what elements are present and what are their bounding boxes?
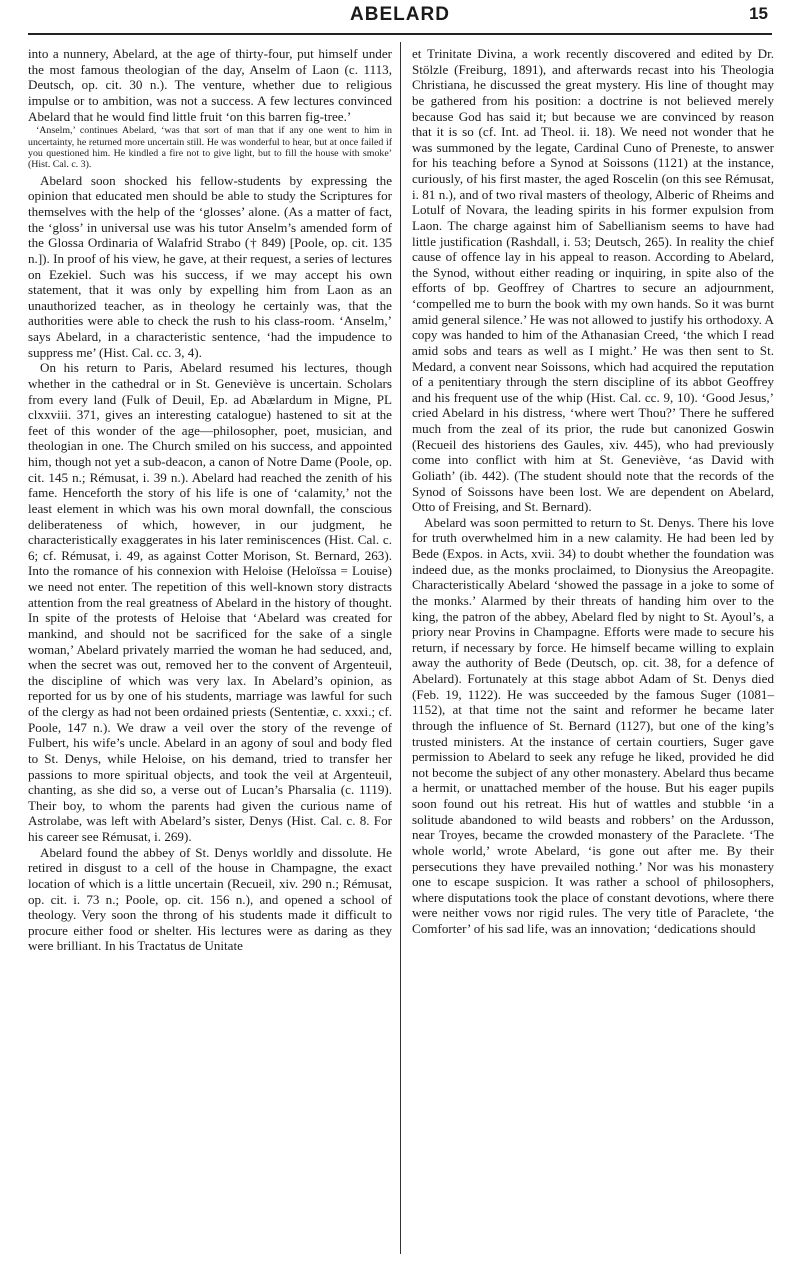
paragraph: into a nunnery, Abelard, at the age of thirty-four, put himself under the most famous theologian of the day, Anselm of Laon (c. 1113, Deutsch, op. cit. 30 n.). The venture, whether due to religious impulse or to ambition, was not a success. A few lectures convinced Abelard that he would find little fruit ‘on this barren fig-tree.’ bbox=[28, 46, 392, 124]
paragraph: et Trinitate Divina, a work recently discovered and edited by Dr. Stölzle (Freiburg, 1891), and afterwards recast into his Theologia Christiana, he discussed the great mystery. His line of thought may be gathered from his position: a doctrine is not believed merely because God has said it; but because we are convinced by reason that it is so (cf. Int. ad Theol. ii. 18). We need not wonder that he was summoned by the legate, Cardinal Cuno of Preneste, to answer for his teaching before a Synod at Soissons (1121) at the instance, curiously, of his first master, the aged Roscelin (on this see Rémusat, i. 81 n.), and of two rival masters of theology, Alberic of Rheims and Lotulf of Novara, the leading spirits in his former expulsion from Laon. The charge against him of Sabellianism seems to have had little justification (Rashdall, i. 53; Deutsch, 265). In reality the chief cause of offence lay in his appeal to reason. According to Abelard, the Synod, without either reading or inquiring, in spite also of the efforts of bp. Geoffrey of Chartres to secure an adjournment, ‘compelled me to burn the book with my own hands. So it was burnt amid general silence.’ He was not allowed to justify his orthodoxy. A copy was handed to him of the Athanasian Creed, ‘the which I read amid sobs and tears as well as I might.’ He was then sent to St. Medard, a convent near Soissons, which had acquired the reputation of a penitentiary through the stern discipline of its abbot Geoffrey and his frequent use of the whip (Hist. Cal. cc. 9, 10). ‘Good Jesus,’ cried Abelard in his distress, ‘where wert Thou?’ There he suffered much from the zeal of its prior, the rude but canonized Goswin (Recueil des historiens des Gaules, xiv. 445), who had previously come into conflict with him at St. Geneviève, ‘as David with Goliath’ (ib. 442). (The student should note that the records of the Synod of Soissons have been lost. We are dependent on Abelard, Otto of Freising, and St. Bernard). bbox=[412, 46, 774, 515]
paragraph: On his return to Paris, Abelard resumed his lectures, though whether in the cathedral or in St. Geneviève is uncertain. Scholars from every land (Fulk of Deuil, Ep. ad Abælardum in Migne, PL clxxviii. 371, gives an interesting catalogue) hastened to sit at the feet of this wonder of the age—philosopher, poet, musician, and theologian in one. The Church smiled on his success, and appointed him, though not yet a sub-deacon, a canon of Notre Dame (Poole, op. cit. 145 n.; Rémusat, i. 39 n.). Abelard had reached the zenith of his fame. Henceforth the story of his life is one of ‘calamity,’ not the least element in which was his own moral downfall, the conscious deliberateness of which, however, in our judgment, he characteristically exaggerates in his later reminiscences (Hist. Cal. c. 6; cf. Rémusat, i. 49, as against Cotter Morison, St. Bernard, 263). Into the romance of his connexion with Heloise (Heloïssa = Louise) we need not enter. The repetition of this well-known story distracts attention from the real greatness of Abelard in the history of thought. In spite of the protests of Heloise that ‘Abelard was created for mankind, and should not be sacrificed for the sake of a single woman,’ Abelard privately married the woman he had seduced, and, when the secret was out, removed her to the convent of Argenteuil, the discipline of which was very lax. In Abelard’s opinion, as reported for us by one of his students, marriage was lawful for such of the clergy as had not been ordained priests (Sententiæ, c. xxxi.; cf. Poole, 147 n.). We draw a veil over the story of the revenge of Fulbert, his wife’s uncle. Abelard in an agony of soul and body fled to St. Denys, while Heloise, on his demand, tried to transfer her passions to more spiritual objects, and took the veil at Argenteuil, chanting, as she did so, a verse out of Lucan’s Pharsalia (c. 1119). Their boy, to whom the parents had given the curious name of Astrolabe, was left with Abelard’s sister, Denys (Hist. Cal. c. 8. For his career see Rémusat, i. 269). bbox=[28, 360, 392, 844]
running-title: ABELARD bbox=[350, 4, 450, 25]
page-header bbox=[28, 0, 772, 34]
right-column bbox=[412, 46, 774, 937]
header-rule bbox=[28, 33, 772, 35]
column-divider bbox=[400, 42, 401, 1254]
paragraph: Abelard was soon permitted to return to St. Denys. There his love for truth overwhelmed him in a new calamity. He had been led by Bede (Expos. in Acts, xvii. 34) to doubt whether the foundation was indeed due, as the monks proclaimed, to Dionysius the Areopagite. Characteristically Abelard ‘showed the passage in a joke to some of the monks.’ Alarmed by their threats of handing him over to the king, the patron of the abbey, Abelard fled by night to St. Ayoul’s, a priory near Provins in Champagne. Efforts were made to secure his return, if necessary by force. He himself became willing to explain away the authority of Bede (Deutsch, op. cit. 38, for a defence of Abelard). Fortunately at this stage abbot Adam of St. Denys died (Feb. 19, 1122). He was succeeded by the famous Suger (1081–1152), at that time not the saint and reformer he became later through the influence of St. Bernard (1127), but one of the king’s trusted ministers. At the instance of certain courtiers, Suger gave permission to Abelard to seek any refuge he liked, provided he did not become the subject of any other monastery. Abelard thus became a hermit, or unattached member of the house. But his eager pupils soon found out his retreat. His hut of wattles and stubble ‘in a solitude abandoned to wild beasts and robbers’ on the Ardusson, near Troyes, became the crowded monastery of the Paraclete. ‘The whole world,’ wrote Abelard, ‘is gone out after me. By their persecutions they have prevailed nothing.’ Nor was his monastery one to escape suspicion. It was rather a school of philosophers, where disputations took the place of constant devotions, where there were neither vows nor rigid rules. The very title of Paraclete, ‘the Comforter’ of his sad life, was an innovation; ‘dedications should bbox=[412, 514, 774, 936]
page-number: 15 bbox=[749, 4, 768, 23]
paragraph: Abelard soon shocked his fellow-students by expressing the opinion that educated men should be able to study the Scriptures for themselves with the help of the ‘glosses’ alone. (As a matter of fact, the ‘gloss’ in universal use was his tutor Anselm’s amended form of the Glossa Ordinaria of Walafrid Strabo († 849) [Poole, op. cit. 135 n.]). In proof of his view, he gave, at their request, a series of lectures on Ezekiel. Such was his success, if we may accept his own statement, that it was only by expelling him from Laon as an unauthorized teacher, as in theology he certainly was, that the authorities were able to check the rush to his class-room. ‘Anselm,’ says Abelard, in a characteristic sentence, ‘had the impudence to suppress me’ (Hist. Cal. cc. 3, 4). bbox=[28, 172, 392, 360]
paragraph: Abelard found the abbey of St. Denys worldly and dissolute. He retired in disgust to a cell of the house in Champagne, the exact location of which is a little uncertain (Recueil, xiv. 290 n.; Rémusat, op. cit. i. 73 n.; Poole, op. cit. 156 n.), and opened a school of theology. Very soon the throng of his students made it difficult to procure either food or shelter. His lectures were as daring as they were brilliant. In his Tractatus de Unitate bbox=[28, 844, 392, 954]
block-quote: ‘Anselm,’ continues Abelard, ‘was that sort of man that if any one went to him in uncertainty, he returned more uncertain still. He was wonderful to hear, but at once failed if you questioned him. He kindled a fire not to give light, but to fill the house with smoke’ (Hist. Cal. c. 3). bbox=[28, 125, 392, 171]
left-column bbox=[28, 46, 392, 954]
